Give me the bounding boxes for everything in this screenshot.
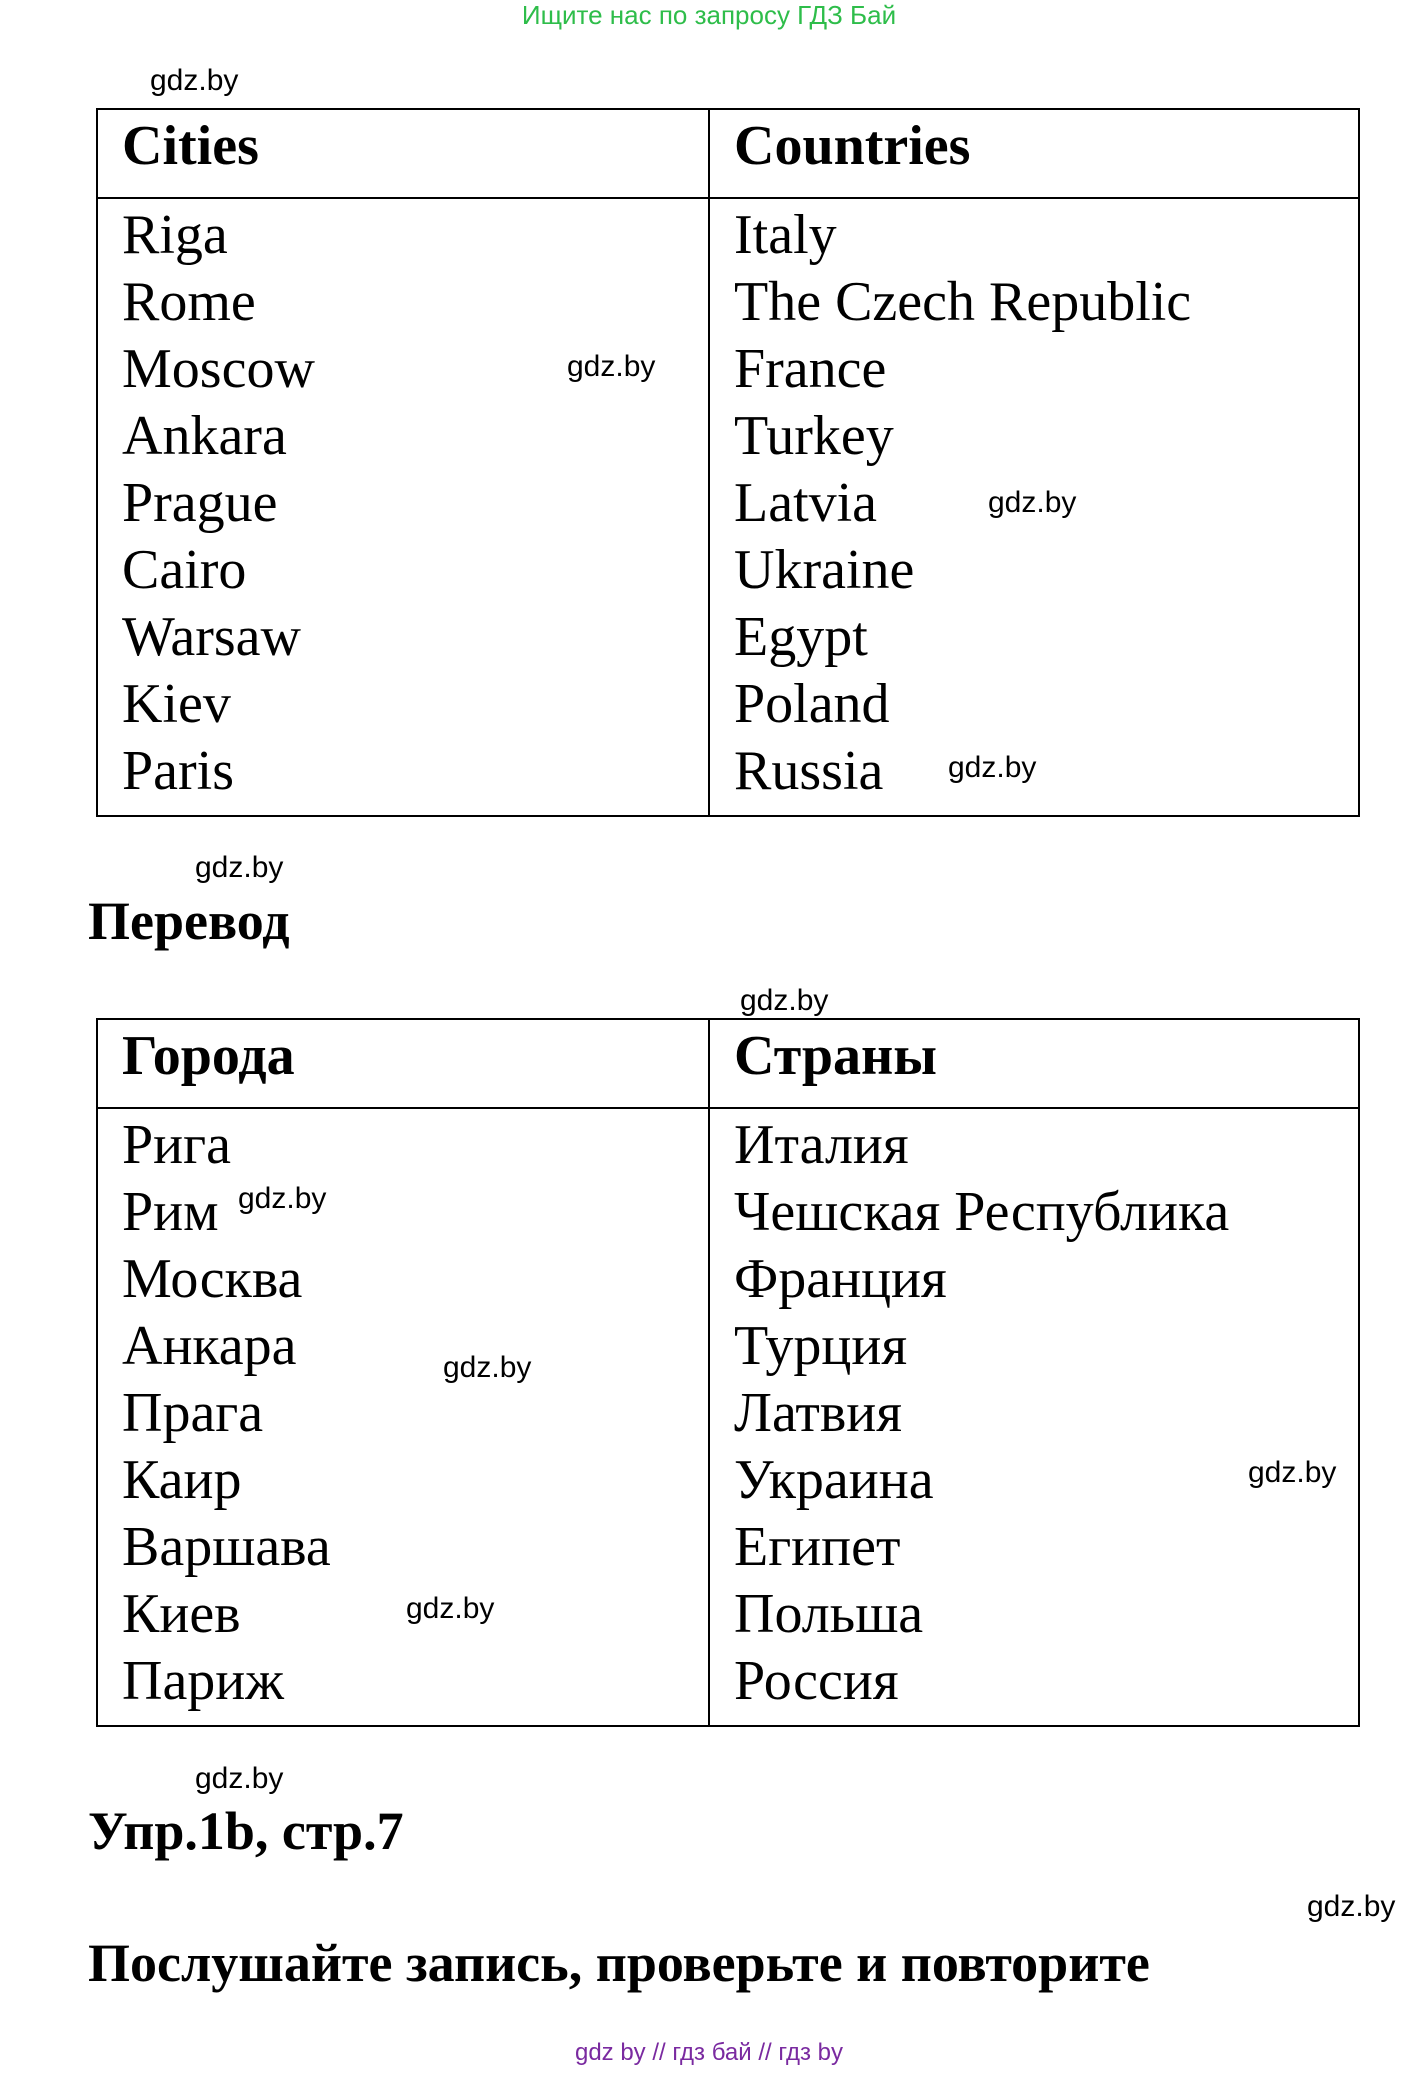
list-item: Poland (734, 673, 890, 735)
table-header-divider (98, 1107, 1358, 1109)
list-item: Каир (122, 1449, 242, 1511)
cities-list (122, 202, 315, 805)
list-item: Париж (122, 1650, 284, 1712)
list-item: Латвия (734, 1382, 903, 1444)
list-item: Египет (734, 1516, 901, 1578)
list-item: Польша (734, 1583, 924, 1645)
watermark: gdz.by (406, 1592, 495, 1625)
watermark: gdz.by (150, 64, 239, 97)
watermark: gdz.by (988, 486, 1077, 519)
list-item: Warsaw (122, 606, 301, 668)
list-item: Cairo (122, 539, 247, 601)
list-item: Анкара (122, 1315, 297, 1377)
watermark: gdz.by (948, 751, 1037, 784)
list-item: Rome (122, 271, 256, 333)
instruction-text: Послушайте запись, проверьте и повторите (88, 1933, 1150, 1993)
list-item: Киев (122, 1583, 241, 1645)
watermark: gdz.by (195, 851, 284, 884)
list-item: Прага (122, 1382, 264, 1444)
list-item: Italy (734, 204, 837, 266)
watermark: gdz.by (567, 350, 656, 383)
list-item: Варшава (122, 1516, 331, 1578)
list-item: Riga (122, 204, 228, 266)
list-item: The Czech Republic (734, 271, 1192, 333)
list-item: Latvia (734, 472, 878, 534)
cities-list-ru (122, 1112, 331, 1715)
list-item: Russia (734, 740, 884, 802)
list-item: Ankara (122, 405, 287, 467)
watermark: gdz.by (740, 984, 829, 1017)
list-item: Франция (734, 1248, 947, 1310)
list-item: Kiev (122, 673, 231, 735)
translation-table (96, 1018, 1360, 1727)
countries-list-ru (734, 1112, 1229, 1715)
exercise-heading: Упр.1b, стр.7 (88, 1801, 404, 1861)
list-item: Рига (122, 1114, 231, 1176)
table-column-divider (708, 1020, 710, 1725)
list-item: France (734, 338, 887, 400)
cities-countries-table (96, 108, 1360, 817)
list-item: Ukraine (734, 539, 915, 601)
countries-list (734, 202, 1191, 805)
list-item: Egypt (734, 606, 868, 668)
cities-header: Cities (122, 115, 259, 177)
watermark: gdz.by (238, 1182, 327, 1215)
list-item: Moscow (122, 338, 315, 400)
list-item: Рим (122, 1181, 219, 1243)
list-item: Prague (122, 472, 278, 534)
countries-header: Countries (734, 115, 971, 177)
cities-header-ru: Города (122, 1025, 295, 1087)
translation-heading: Перевод (88, 891, 290, 951)
top-banner: Ищите нас по запросу ГДЗ Бай (521, 0, 897, 30)
list-item: Украина (734, 1449, 934, 1511)
list-item: Чешская Республика (734, 1181, 1230, 1243)
list-item: Россия (734, 1650, 899, 1712)
watermark: gdz.by (195, 1762, 284, 1795)
list-item: Италия (734, 1114, 909, 1176)
footer-links: gdz by // гдз бай // гдз by (574, 2039, 844, 2066)
table-header-divider (98, 197, 1358, 199)
table-column-divider (708, 110, 710, 815)
watermark: gdz.by (443, 1351, 532, 1384)
list-item: Turkey (734, 405, 894, 467)
list-item: Paris (122, 740, 234, 802)
watermark: gdz.by (1248, 1456, 1337, 1489)
watermark: gdz.by (1307, 1890, 1396, 1923)
list-item: Москва (122, 1248, 303, 1310)
countries-header-ru: Страны (734, 1025, 938, 1087)
list-item: Турция (734, 1315, 908, 1377)
